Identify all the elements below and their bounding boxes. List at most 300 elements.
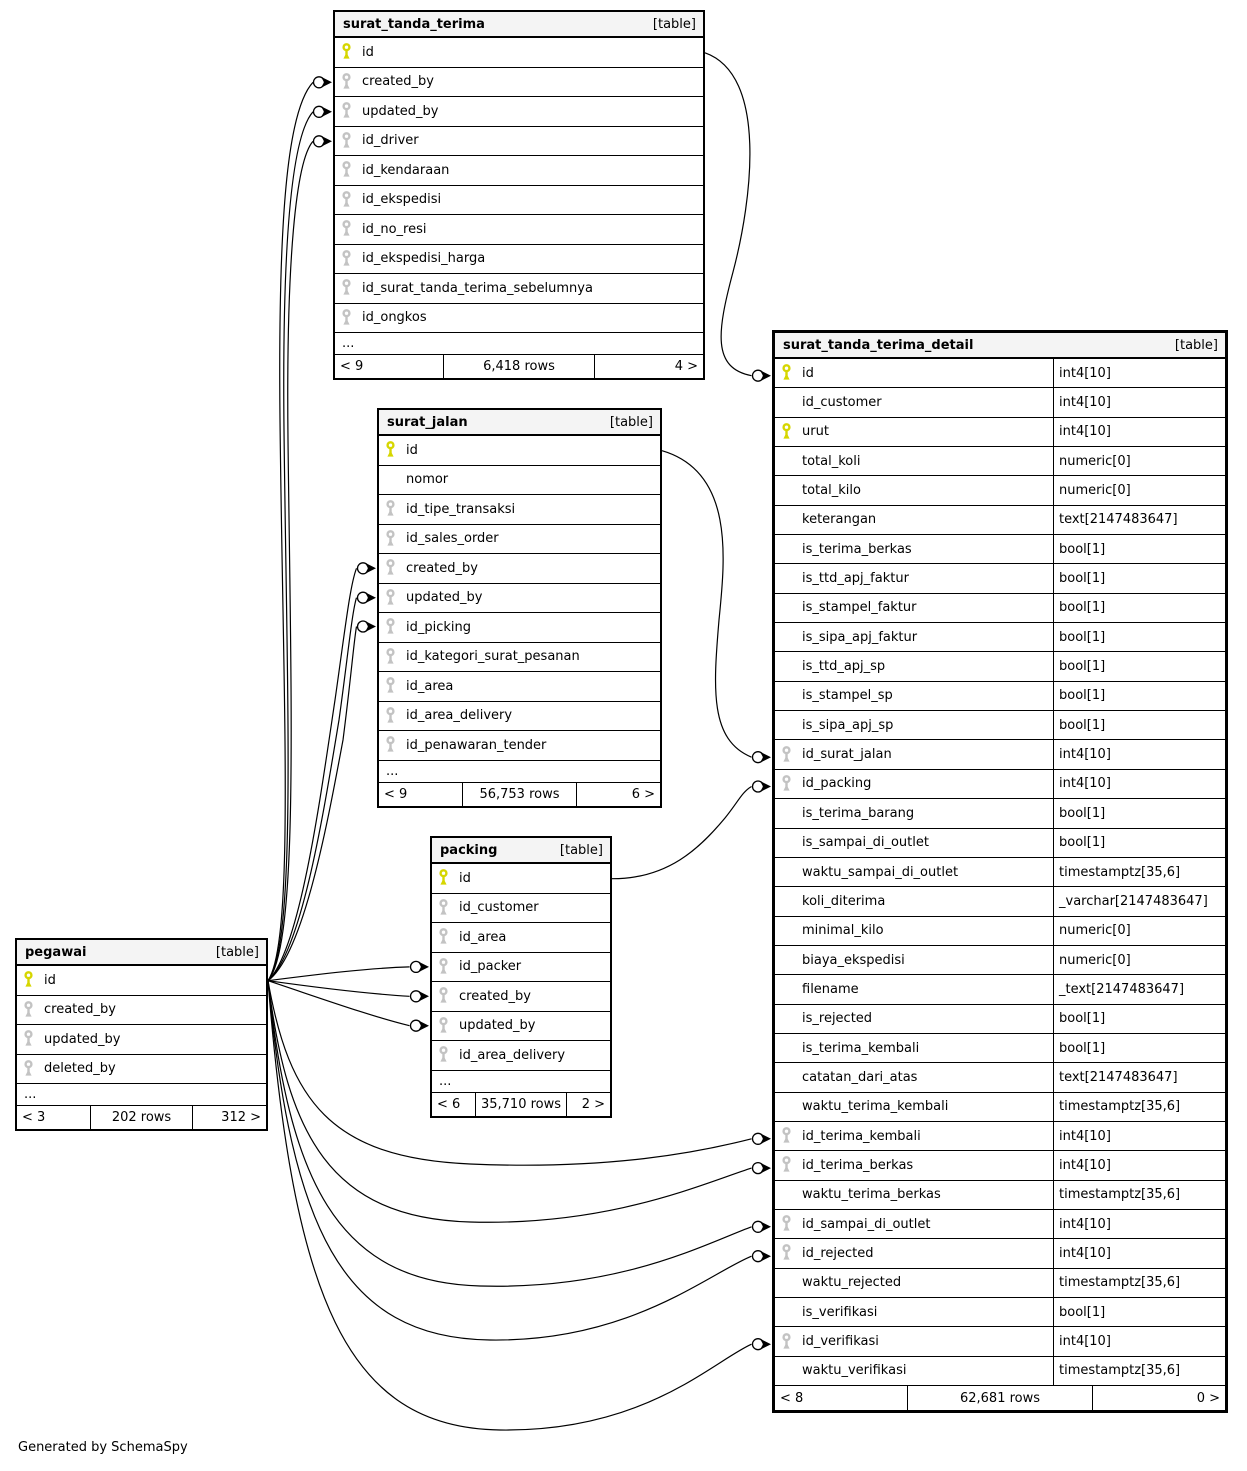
column-name: updated_by [362, 103, 439, 119]
column-name-cell [379, 731, 660, 760]
column-row-id_packing [775, 770, 1225, 799]
column-name-cell [335, 215, 703, 244]
column-name-cell [17, 1055, 266, 1084]
footer-parents: < 9 [340, 359, 364, 374]
column-list [17, 966, 266, 1084]
column-row-id_area_delivery [432, 1041, 610, 1071]
column-name: is_sipa_apj_sp [802, 717, 894, 733]
table-packing [430, 836, 612, 1118]
table-tag: [table] [652, 16, 696, 32]
column-name-cell [432, 982, 610, 1011]
table-header [432, 838, 610, 864]
footer-children: 4 > [594, 355, 703, 378]
column-name: is_stampel_faktur [802, 600, 917, 616]
footer-parents: < 3 [22, 1110, 46, 1125]
column-type: timestamptz[35,6] [1053, 858, 1225, 886]
column-type: _varchar[2147483647] [1053, 887, 1225, 915]
column-row-waktu_terima_berkas [775, 1181, 1225, 1210]
footer-row-count: 35,710 rows [475, 1093, 566, 1116]
column-row-id_verifikasi [775, 1327, 1225, 1356]
column-name-cell [775, 946, 1053, 974]
column-row-created_by [335, 68, 703, 98]
column-type: bool[1] [1053, 564, 1225, 592]
column-name: catatan_dari_atas [802, 1069, 918, 1085]
column-name: id_area [459, 929, 507, 945]
foreign-key-icon [385, 618, 396, 636]
column-type: int4[10] [1053, 418, 1225, 446]
column-name-cell [775, 829, 1053, 857]
column-name: minimal_kilo [802, 923, 884, 939]
column-name: id_area [406, 678, 454, 694]
column-name: waktu_rejected [802, 1275, 902, 1291]
column-row-keterangan [775, 506, 1225, 535]
column-name: is_terima_barang [802, 805, 915, 821]
foreign-key-icon [341, 102, 352, 120]
column-row-id [335, 38, 703, 68]
footer-children: 6 > [576, 783, 660, 806]
column-type: bool[1] [1053, 623, 1225, 651]
foreign-key-icon [341, 161, 352, 179]
column-name: id [802, 365, 814, 381]
column-row-id_picking [379, 613, 660, 643]
column-type: _text[2147483647] [1053, 975, 1225, 1003]
table-surat_jalan [377, 408, 662, 808]
column-name-cell [775, 623, 1053, 651]
column-row-id_sampai_di_outlet [775, 1210, 1225, 1239]
column-name: id_no_resi [362, 221, 427, 237]
foreign-key-icon [438, 987, 449, 1005]
foreign-key-icon [385, 500, 396, 518]
column-name: id_surat_tanda_terima_sebelumnya [362, 280, 593, 296]
foreign-key-icon [385, 530, 396, 548]
column-name-cell [379, 495, 660, 524]
column-name: id_verifikasi [802, 1334, 879, 1350]
column-row-id_kategori_surat_pesanan [379, 643, 660, 673]
table-tag: [table] [559, 842, 603, 858]
column-name: deleted_by [44, 1061, 116, 1077]
column-name-cell [775, 1357, 1053, 1385]
table-footer [17, 1106, 266, 1129]
table-surat_tanda_terima_detail [772, 330, 1228, 1413]
column-type: int4[10] [1053, 1151, 1225, 1179]
column-row-id_area_delivery [379, 702, 660, 732]
column-name: id [362, 44, 374, 60]
column-type: bool[1] [1053, 711, 1225, 739]
column-name: id_packing [802, 776, 872, 792]
column-name: id_customer [802, 395, 882, 411]
table-name[interactable]: surat_jalan [387, 414, 468, 430]
column-name: id_kategori_surat_pesanan [406, 649, 580, 665]
column-row-id_customer [775, 388, 1225, 417]
column-type: timestamptz[35,6] [1053, 1269, 1225, 1297]
column-name-cell [335, 245, 703, 274]
column-name: biaya_ekspedisi [802, 952, 905, 968]
foreign-key-icon [781, 1127, 792, 1145]
column-name-cell [775, 1005, 1053, 1033]
column-name-cell [335, 68, 703, 97]
foreign-key-icon [438, 958, 449, 976]
column-name-cell [775, 388, 1053, 416]
footer-parents: < 9 [384, 786, 408, 802]
primary-key-icon [438, 869, 449, 887]
column-row-id_packer [432, 953, 610, 983]
column-row-created_by [17, 996, 266, 1026]
column-name: created_by [44, 1002, 116, 1018]
column-row-filename [775, 975, 1225, 1004]
column-type: bool[1] [1053, 1005, 1225, 1033]
column-type: numeric[0] [1053, 917, 1225, 945]
column-name: updated_by [406, 590, 483, 606]
column-name-cell [775, 1034, 1053, 1062]
column-row-id [775, 359, 1225, 388]
column-name-cell [432, 1012, 610, 1041]
column-type: bool[1] [1053, 682, 1225, 710]
column-name-cell [775, 535, 1053, 563]
column-name: total_koli [802, 453, 861, 469]
column-type: int4[10] [1053, 770, 1225, 798]
column-name-cell [379, 436, 660, 465]
column-type: int4[10] [1053, 740, 1225, 768]
column-type: bool[1] [1053, 535, 1225, 563]
column-row-id_customer [432, 894, 610, 924]
column-row-id_terima_kembali [775, 1122, 1225, 1151]
table-pegawai [15, 938, 268, 1131]
column-row-is_ttd_apj_sp [775, 652, 1225, 681]
column-name: id_packer [459, 959, 522, 975]
column-name-cell [335, 186, 703, 215]
column-name-cell [775, 447, 1053, 475]
column-row-is_rejected [775, 1005, 1225, 1034]
column-name: updated_by [459, 1018, 536, 1034]
column-row-is_terima_berkas [775, 535, 1225, 564]
ellipsis-row: ... [432, 1071, 610, 1093]
column-name-cell [775, 917, 1053, 945]
table-tag: [table] [1174, 337, 1218, 353]
column-name: waktu_terima_berkas [802, 1187, 941, 1203]
foreign-key-icon [438, 1017, 449, 1035]
primary-key-icon [385, 441, 396, 459]
column-name: id_terima_berkas [802, 1157, 914, 1173]
column-name-cell [775, 564, 1053, 592]
column-name-cell [17, 966, 266, 995]
foreign-key-icon [341, 220, 352, 238]
column-type: int4[10] [1053, 1239, 1225, 1267]
foreign-key-icon [341, 73, 352, 91]
column-name-cell [432, 894, 610, 923]
column-name-cell [379, 613, 660, 642]
table-name[interactable]: pegawai [25, 944, 87, 960]
column-name: id_picking [406, 619, 472, 635]
column-row-catatan_dari_atas [775, 1063, 1225, 1092]
column-name: total_kilo [802, 483, 861, 499]
column-name-cell [379, 525, 660, 554]
column-row-updated_by [432, 1012, 610, 1042]
column-name: waktu_sampai_di_outlet [802, 864, 959, 880]
column-row-id_area [432, 923, 610, 953]
column-name: keterangan [802, 512, 877, 528]
column-type: bool[1] [1053, 652, 1225, 680]
column-row-id_kendaraan [335, 156, 703, 186]
column-name-cell [775, 1298, 1053, 1326]
column-name-cell [775, 418, 1053, 446]
column-name: id_rejected [802, 1245, 874, 1261]
column-name-cell [17, 1025, 266, 1054]
footer-children: 312 > [192, 1106, 266, 1129]
footer-row-count: 202 rows [90, 1106, 191, 1129]
column-name: waktu_verifikasi [802, 1363, 907, 1379]
table-name[interactable]: surat_tanda_terima_detail [783, 337, 974, 353]
foreign-key-icon [23, 1060, 34, 1078]
ellipsis-row: ... [379, 761, 660, 783]
column-name: is_ttd_apj_sp [802, 659, 886, 675]
table-surat_tanda_terima [333, 10, 705, 380]
foreign-key-icon [341, 309, 352, 327]
table-header [335, 12, 703, 38]
column-row-id_terima_berkas [775, 1151, 1225, 1180]
foreign-key-icon [385, 707, 396, 725]
column-row-total_koli [775, 447, 1225, 476]
column-name-cell [775, 1327, 1053, 1355]
column-row-biaya_ekspedisi [775, 946, 1225, 975]
column-row-id [17, 966, 266, 996]
column-type: numeric[0] [1053, 447, 1225, 475]
table-name[interactable]: packing [440, 842, 498, 858]
column-name: urut [802, 424, 829, 440]
column-row-id_ekspedisi_harga [335, 245, 703, 275]
column-name-cell [17, 996, 266, 1025]
foreign-key-icon [781, 1333, 792, 1351]
foreign-key-icon [341, 132, 352, 150]
column-row-waktu_terima_kembali [775, 1093, 1225, 1122]
column-type: bool[1] [1053, 829, 1225, 857]
column-name-cell [775, 1210, 1053, 1238]
column-type: numeric[0] [1053, 476, 1225, 504]
column-row-waktu_rejected [775, 1269, 1225, 1298]
column-name: is_terima_kembali [802, 1040, 920, 1056]
table-footer [775, 1386, 1225, 1410]
column-row-updated_by [17, 1025, 266, 1055]
column-name-cell [775, 652, 1053, 680]
column-name: id_kendaraan [362, 162, 450, 178]
column-name-cell [775, 711, 1053, 739]
column-type: bool[1] [1053, 1298, 1225, 1326]
footer-row-count: 6,418 rows [443, 355, 594, 378]
foreign-key-icon [341, 250, 352, 268]
column-name: id_area_delivery [406, 708, 513, 724]
foreign-key-icon [385, 736, 396, 754]
column-name-cell [775, 1122, 1053, 1150]
column-name-cell [775, 1269, 1053, 1297]
foreign-key-icon [385, 559, 396, 577]
table-footer [335, 355, 703, 378]
column-type: text[2147483647] [1053, 1063, 1225, 1091]
column-name-cell [432, 953, 610, 982]
column-name: id_tipe_transaksi [406, 501, 516, 517]
column-row-nomor [379, 466, 660, 496]
column-name: waktu_terima_kembali [802, 1099, 949, 1115]
column-name: created_by [406, 560, 478, 576]
foreign-key-icon [23, 1001, 34, 1019]
foreign-key-icon [341, 279, 352, 297]
column-name-cell [775, 594, 1053, 622]
column-type: timestamptz[35,6] [1053, 1181, 1225, 1209]
column-row-waktu_verifikasi [775, 1357, 1225, 1386]
column-name: id_terima_kembali [802, 1128, 921, 1144]
column-row-minimal_kilo [775, 917, 1225, 946]
foreign-key-icon [781, 1156, 792, 1174]
column-name-cell [775, 1181, 1053, 1209]
column-name: id_driver [362, 133, 419, 149]
footer-children: 0 > [1092, 1386, 1225, 1410]
column-row-waktu_sampai_di_outlet [775, 858, 1225, 887]
column-row-created_by [379, 554, 660, 584]
column-name: id [406, 442, 418, 458]
column-name-cell [335, 127, 703, 156]
column-name: id_customer [459, 900, 539, 916]
column-type: int4[10] [1053, 388, 1225, 416]
column-row-urut [775, 418, 1225, 447]
column-list [775, 359, 1225, 1386]
column-name: updated_by [44, 1031, 121, 1047]
column-row-is_ttd_apj_faktur [775, 564, 1225, 593]
table-tag: [table] [215, 944, 259, 960]
column-name: is_rejected [802, 1011, 873, 1027]
column-name-cell [775, 476, 1053, 504]
column-name-cell [775, 682, 1053, 710]
column-name-cell [775, 1151, 1053, 1179]
column-row-is_stampel_sp [775, 682, 1225, 711]
foreign-key-icon [438, 899, 449, 917]
column-row-total_kilo [775, 476, 1225, 505]
foreign-key-icon [385, 589, 396, 607]
table-footer [379, 783, 660, 806]
footer-parents: < 8 [780, 1390, 804, 1406]
column-name: is_stampel_sp [802, 688, 893, 704]
column-row-id_sales_order [379, 525, 660, 555]
column-row-updated_by [335, 97, 703, 127]
foreign-key-icon [23, 1030, 34, 1048]
column-list [379, 436, 660, 761]
column-name: id_sales_order [406, 531, 499, 547]
column-row-id_area [379, 672, 660, 702]
column-type: int4[10] [1053, 1327, 1225, 1355]
column-row-id [432, 864, 610, 894]
column-type: int4[10] [1053, 359, 1225, 387]
column-name-cell [335, 274, 703, 303]
foreign-key-icon [438, 928, 449, 946]
footer-row-count: 62,681 rows [907, 1386, 1092, 1410]
column-name-cell [335, 38, 703, 67]
footer-parents: < 6 [437, 1096, 461, 1112]
footer-children: 2 > [566, 1093, 610, 1116]
primary-key-icon [341, 43, 352, 61]
column-row-is_sampai_di_outlet [775, 829, 1225, 858]
column-type: timestamptz[35,6] [1053, 1357, 1225, 1385]
column-type: timestamptz[35,6] [1053, 1093, 1225, 1121]
column-name-cell [379, 554, 660, 583]
table-header [379, 410, 660, 436]
column-row-id_ongkos [335, 304, 703, 334]
column-type: text[2147483647] [1053, 506, 1225, 534]
column-name: is_verifikasi [802, 1304, 878, 1320]
column-name: created_by [459, 988, 531, 1004]
column-name: is_terima_berkas [802, 541, 912, 557]
column-name: id_ekspedisi [362, 192, 442, 208]
column-name-cell [775, 1063, 1053, 1091]
column-name-cell [379, 672, 660, 701]
column-type: bool[1] [1053, 1034, 1225, 1062]
column-name: id_surat_jalan [802, 747, 892, 763]
column-row-is_terima_barang [775, 799, 1225, 828]
column-name: id_penawaran_tender [406, 737, 547, 753]
table-name[interactable]: surat_tanda_terima [343, 16, 485, 32]
primary-key-icon [781, 423, 792, 441]
column-name-cell [775, 975, 1053, 1003]
foreign-key-icon [385, 677, 396, 695]
column-name: filename [802, 981, 859, 997]
column-name-cell [379, 702, 660, 731]
column-name: created_by [362, 74, 434, 90]
column-type: bool[1] [1053, 594, 1225, 622]
column-row-id [379, 436, 660, 466]
column-name-cell [335, 97, 703, 126]
column-name-cell [432, 1041, 610, 1070]
column-name-cell [775, 799, 1053, 827]
column-row-is_terima_kembali [775, 1034, 1225, 1063]
column-name: id [459, 870, 471, 886]
column-row-id_rejected [775, 1239, 1225, 1268]
column-row-id_ekspedisi [335, 186, 703, 216]
foreign-key-icon [781, 1244, 792, 1262]
ellipsis-row: ... [17, 1084, 266, 1106]
column-name: id_ekspedisi_harga [362, 251, 486, 267]
table-header [775, 333, 1225, 359]
column-name-cell [775, 359, 1053, 387]
column-name-cell [775, 887, 1053, 915]
footer-row-count: 56,753 rows [462, 783, 577, 806]
column-name-cell [379, 466, 660, 495]
column-type: bool[1] [1053, 799, 1225, 827]
column-name: id_area_delivery [459, 1047, 566, 1063]
column-name: is_ttd_apj_faktur [802, 571, 909, 587]
column-name: is_sampai_di_outlet [802, 835, 929, 851]
column-name-cell [379, 584, 660, 613]
foreign-key-icon [385, 648, 396, 666]
column-type: int4[10] [1053, 1210, 1225, 1238]
column-name: id_ongkos [362, 310, 427, 326]
column-row-id_penawaran_tender [379, 731, 660, 761]
primary-key-icon [781, 364, 792, 382]
column-list [335, 38, 703, 333]
column-list [432, 864, 610, 1071]
column-name-cell [432, 923, 610, 952]
foreign-key-icon [341, 191, 352, 209]
column-row-id_tipe_transaksi [379, 495, 660, 525]
column-name-cell [775, 1093, 1053, 1121]
column-row-id_surat_tanda_terima_sebelumnya [335, 274, 703, 304]
column-row-is_stampel_faktur [775, 594, 1225, 623]
table-header [17, 940, 266, 966]
column-name-cell [775, 770, 1053, 798]
column-name-cell [775, 858, 1053, 886]
column-row-deleted_by [17, 1055, 266, 1085]
column-name: id_sampai_di_outlet [802, 1216, 931, 1232]
foreign-key-icon [781, 1215, 792, 1233]
column-row-is_verifikasi [775, 1298, 1225, 1327]
column-name: is_sipa_apj_faktur [802, 629, 918, 645]
column-row-id_surat_jalan [775, 740, 1225, 769]
column-name-cell [335, 156, 703, 185]
